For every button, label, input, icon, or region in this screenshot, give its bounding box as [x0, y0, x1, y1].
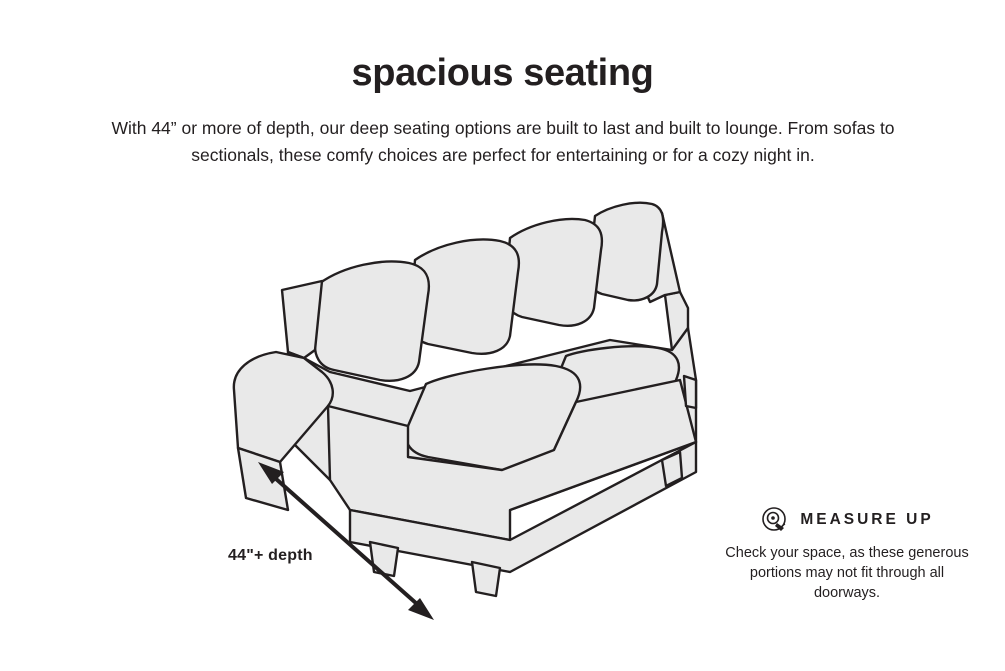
description-text: With 44” or more of depth, our deep seating options are built to last and built to lounge. From sofas to sectionals, these comfy choices are perfect for entertaining or for a cozy night in.: [111, 118, 895, 165]
depth-dimension-label: 44"+ depth: [228, 547, 313, 564]
page-title: spacious seating: [351, 52, 654, 94]
tape-measure-icon: [760, 505, 790, 535]
measure-up-callout: [717, 505, 977, 603]
measure-up-title: MEASURE UP: [800, 511, 934, 528]
measure-up-note: Check your space, as these generous portions may not fit through all doorways.: [725, 545, 969, 601]
